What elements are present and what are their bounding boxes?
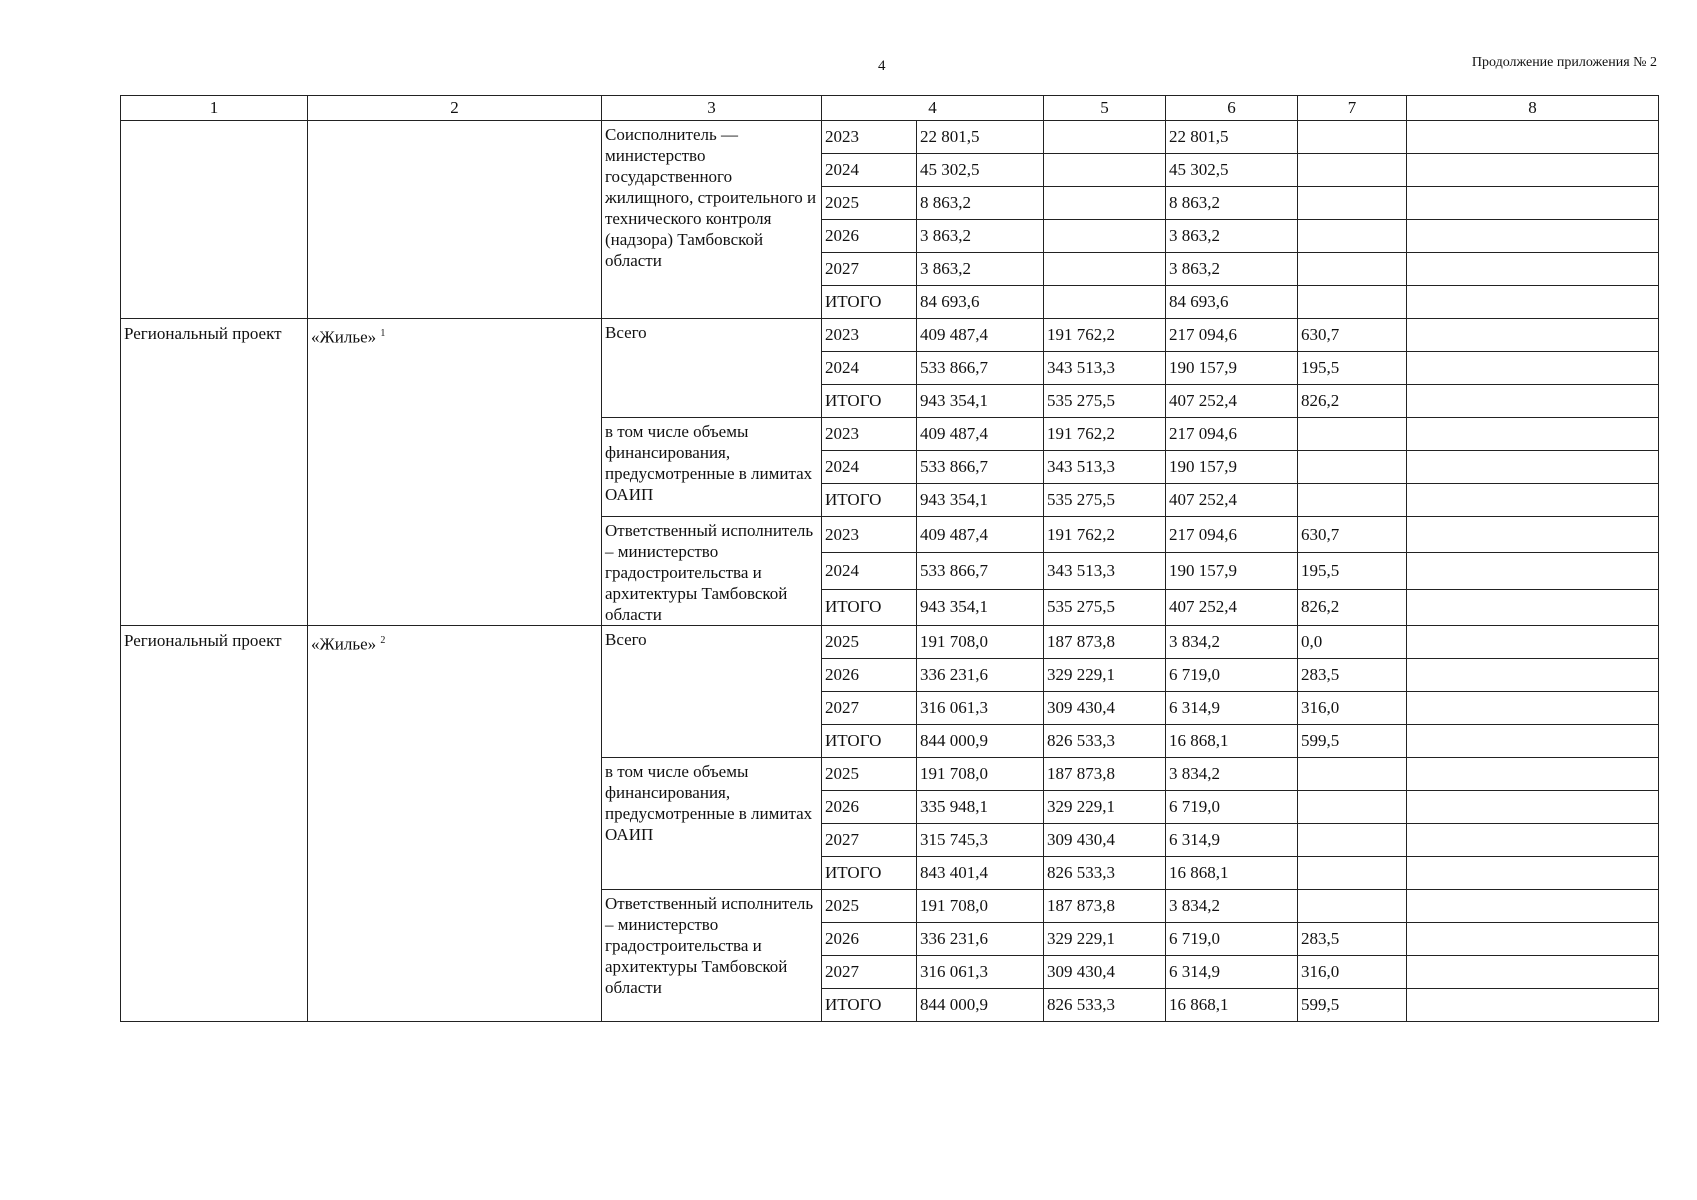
- year-cell: 2024: [822, 154, 917, 187]
- regional-cell: 3 863,2: [1166, 220, 1298, 253]
- other-cell: 599,5: [1298, 989, 1407, 1022]
- year-cell: 2023: [822, 319, 917, 352]
- total-cell: 533 866,7: [917, 553, 1044, 589]
- regional-cell: 6 719,0: [1166, 659, 1298, 692]
- year-cell: 2025: [822, 758, 917, 791]
- other-cell: [1298, 857, 1407, 890]
- note-cell: [1407, 187, 1659, 220]
- federal-cell: [1044, 220, 1166, 253]
- year-cell: 2027: [822, 956, 917, 989]
- federal-cell: 329 229,1: [1044, 923, 1166, 956]
- federal-cell: 826 533,3: [1044, 725, 1166, 758]
- regional-cell: 217 094,6: [1166, 517, 1298, 553]
- year-cell: 2023: [822, 418, 917, 451]
- note-cell: [1407, 989, 1659, 1022]
- other-cell: [1298, 121, 1407, 154]
- note-cell: [1407, 553, 1659, 589]
- group-label: Соисполнитель — министерство государственного жилищного, строительного и технического контроля (надзора) Тамбовской области: [602, 121, 822, 319]
- federal-cell: 329 229,1: [1044, 791, 1166, 824]
- note-cell: [1407, 385, 1659, 418]
- col-header-3: 3: [602, 96, 822, 121]
- note-cell: [1407, 791, 1659, 824]
- regional-cell: 6 314,9: [1166, 956, 1298, 989]
- total-cell: 3 863,2: [917, 220, 1044, 253]
- note-cell: [1407, 484, 1659, 517]
- project-type: Региональный проект: [121, 626, 308, 1022]
- other-cell: [1298, 791, 1407, 824]
- total-cell: 336 231,6: [917, 923, 1044, 956]
- federal-cell: 535 275,5: [1044, 484, 1166, 517]
- year-cell: ИТОГО: [822, 484, 917, 517]
- regional-cell: 16 868,1: [1166, 857, 1298, 890]
- federal-cell: [1044, 187, 1166, 220]
- regional-cell: 45 302,5: [1166, 154, 1298, 187]
- col-header-2: 2: [308, 96, 602, 121]
- note-cell: [1407, 418, 1659, 451]
- regional-cell: 6 314,9: [1166, 824, 1298, 857]
- other-cell: [1298, 484, 1407, 517]
- regional-cell: 22 801,5: [1166, 121, 1298, 154]
- year-cell: ИТОГО: [822, 286, 917, 319]
- other-cell: 195,5: [1298, 352, 1407, 385]
- year-cell: 2025: [822, 626, 917, 659]
- table-row: [121, 121, 1659, 154]
- regional-cell: 217 094,6: [1166, 418, 1298, 451]
- other-cell: 826,2: [1298, 385, 1407, 418]
- other-cell: [1298, 824, 1407, 857]
- note-cell: [1407, 659, 1659, 692]
- other-cell: [1298, 187, 1407, 220]
- total-cell: 316 061,3: [917, 692, 1044, 725]
- col-header-8: 8: [1407, 96, 1659, 121]
- regional-cell: 190 157,9: [1166, 451, 1298, 484]
- year-cell: 2027: [822, 253, 917, 286]
- total-cell: 45 302,5: [917, 154, 1044, 187]
- federal-cell: 826 533,3: [1044, 857, 1166, 890]
- other-cell: 0,0: [1298, 626, 1407, 659]
- regional-cell: 16 868,1: [1166, 725, 1298, 758]
- year-cell: 2027: [822, 692, 917, 725]
- total-cell: 336 231,6: [917, 659, 1044, 692]
- year-cell: ИТОГО: [822, 725, 917, 758]
- year-cell: 2024: [822, 553, 917, 589]
- federal-cell: [1044, 253, 1166, 286]
- col-header-6: 6: [1166, 96, 1298, 121]
- item-name-cell: [308, 319, 602, 626]
- year-cell: 2026: [822, 659, 917, 692]
- federal-cell: 187 873,8: [1044, 890, 1166, 923]
- regional-cell: 84 693,6: [1166, 286, 1298, 319]
- federal-cell: 309 430,4: [1044, 956, 1166, 989]
- col-header-1: 1: [121, 96, 308, 121]
- other-cell: [1298, 451, 1407, 484]
- note-cell: [1407, 220, 1659, 253]
- total-cell: 3 863,2: [917, 253, 1044, 286]
- total-cell: 409 487,4: [917, 517, 1044, 553]
- note-cell: [1407, 451, 1659, 484]
- note-cell: [1407, 692, 1659, 725]
- other-cell: [1298, 286, 1407, 319]
- other-cell: [1298, 154, 1407, 187]
- header-row: [121, 96, 1659, 121]
- total-cell: 22 801,5: [917, 121, 1044, 154]
- total-cell: 844 000,9: [917, 725, 1044, 758]
- note-cell: [1407, 286, 1659, 319]
- federal-cell: 826 533,3: [1044, 989, 1166, 1022]
- note-cell: [1407, 154, 1659, 187]
- federal-cell: [1044, 121, 1166, 154]
- total-cell: 315 745,3: [917, 824, 1044, 857]
- year-cell: 2026: [822, 791, 917, 824]
- federal-cell: 343 513,3: [1044, 451, 1166, 484]
- group-label: в том числе объемы финансирования, предусмотренные в лимитах ОАИП: [602, 758, 822, 890]
- col-header-7: 7: [1298, 96, 1407, 121]
- total-cell: 943 354,1: [917, 589, 1044, 625]
- other-cell: 283,5: [1298, 659, 1407, 692]
- federal-cell: 343 513,3: [1044, 553, 1166, 589]
- item-name: «Жилье»: [311, 327, 377, 347]
- year-cell: 2023: [822, 517, 917, 553]
- other-cell: 826,2: [1298, 589, 1407, 625]
- year-cell: ИТОГО: [822, 989, 917, 1022]
- note-cell: [1407, 824, 1659, 857]
- total-cell: 409 487,4: [917, 418, 1044, 451]
- group-label: Ответственный исполнитель – министерство градостроительства и архитектуры Тамбовской области: [602, 517, 822, 626]
- note-cell: [1407, 352, 1659, 385]
- note-cell: [1407, 517, 1659, 553]
- federal-cell: 191 762,2: [1044, 517, 1166, 553]
- regional-cell: 3 863,2: [1166, 253, 1298, 286]
- total-cell: 533 866,7: [917, 352, 1044, 385]
- total-cell: 533 866,7: [917, 451, 1044, 484]
- federal-cell: 309 430,4: [1044, 692, 1166, 725]
- regional-cell: 217 094,6: [1166, 319, 1298, 352]
- year-cell: ИТОГО: [822, 857, 917, 890]
- year-cell: 2024: [822, 352, 917, 385]
- col-header-5: 5: [1044, 96, 1166, 121]
- other-cell: [1298, 890, 1407, 923]
- other-cell: 630,7: [1298, 517, 1407, 553]
- federal-cell: 191 762,2: [1044, 418, 1166, 451]
- total-cell: 84 693,6: [917, 286, 1044, 319]
- regional-cell: 190 157,9: [1166, 352, 1298, 385]
- year-cell: ИТОГО: [822, 385, 917, 418]
- total-cell: 409 487,4: [917, 319, 1044, 352]
- regional-cell: 190 157,9: [1166, 553, 1298, 589]
- federal-cell: 187 873,8: [1044, 758, 1166, 791]
- regional-cell: 407 252,4: [1166, 589, 1298, 625]
- empty-cell: [121, 121, 308, 319]
- year-cell: 2023: [822, 121, 917, 154]
- regional-cell: 407 252,4: [1166, 385, 1298, 418]
- regional-cell: 407 252,4: [1166, 484, 1298, 517]
- other-cell: 283,5: [1298, 923, 1407, 956]
- federal-cell: [1044, 154, 1166, 187]
- page-number: 4: [878, 58, 886, 74]
- footnote-marker: 1: [380, 328, 386, 339]
- total-cell: 191 708,0: [917, 626, 1044, 659]
- total-cell: 8 863,2: [917, 187, 1044, 220]
- group-label: в том числе объемы финансирования, предусмотренные в лимитах ОАИП: [602, 418, 822, 517]
- year-cell: ИТОГО: [822, 589, 917, 625]
- note-cell: [1407, 857, 1659, 890]
- total-cell: 191 708,0: [917, 890, 1044, 923]
- other-cell: 195,5: [1298, 553, 1407, 589]
- other-cell: [1298, 220, 1407, 253]
- total-cell: 335 948,1: [917, 791, 1044, 824]
- group-label: Всего: [602, 626, 822, 758]
- regional-cell: 6 719,0: [1166, 791, 1298, 824]
- other-cell: 630,7: [1298, 319, 1407, 352]
- note-cell: [1407, 725, 1659, 758]
- group-label: Всего: [602, 319, 822, 418]
- federal-cell: [1044, 286, 1166, 319]
- col-header-4: 4: [822, 96, 1044, 121]
- year-cell: 2027: [822, 824, 917, 857]
- federal-cell: 535 275,5: [1044, 385, 1166, 418]
- footnote-marker: 2: [380, 635, 386, 646]
- continuation-note: Продолжение приложения № 2: [1471, 55, 1657, 70]
- note-cell: [1407, 319, 1659, 352]
- item-name: «Жилье»: [311, 634, 377, 654]
- empty-cell: [308, 121, 602, 319]
- table-row: [121, 626, 1659, 659]
- year-cell: 2025: [822, 187, 917, 220]
- year-cell: 2026: [822, 923, 917, 956]
- note-cell: [1407, 923, 1659, 956]
- regional-cell: 6 314,9: [1166, 692, 1298, 725]
- other-cell: 316,0: [1298, 692, 1407, 725]
- note-cell: [1407, 890, 1659, 923]
- total-cell: 843 401,4: [917, 857, 1044, 890]
- table-row: [121, 319, 1659, 352]
- total-cell: 191 708,0: [917, 758, 1044, 791]
- regional-cell: 3 834,2: [1166, 758, 1298, 791]
- federal-cell: 343 513,3: [1044, 352, 1166, 385]
- federal-cell: 309 430,4: [1044, 824, 1166, 857]
- federal-cell: 187 873,8: [1044, 626, 1166, 659]
- note-cell: [1407, 121, 1659, 154]
- federal-cell: 535 275,5: [1044, 589, 1166, 625]
- regional-cell: 6 719,0: [1166, 923, 1298, 956]
- other-cell: 316,0: [1298, 956, 1407, 989]
- total-cell: 943 354,1: [917, 385, 1044, 418]
- federal-cell: 191 762,2: [1044, 319, 1166, 352]
- other-cell: [1298, 758, 1407, 791]
- group-label: Ответственный исполнитель – министерство градостроительства и архитектуры Тамбовской области: [602, 890, 822, 1022]
- regional-cell: 8 863,2: [1166, 187, 1298, 220]
- total-cell: 943 354,1: [917, 484, 1044, 517]
- other-cell: [1298, 418, 1407, 451]
- note-cell: [1407, 589, 1659, 625]
- note-cell: [1407, 758, 1659, 791]
- regional-cell: 3 834,2: [1166, 626, 1298, 659]
- project-type: Региональный проект: [121, 319, 308, 626]
- note-cell: [1407, 626, 1659, 659]
- regional-cell: 16 868,1: [1166, 989, 1298, 1022]
- item-name-cell: [308, 626, 602, 1022]
- other-cell: 599,5: [1298, 725, 1407, 758]
- total-cell: 316 061,3: [917, 956, 1044, 989]
- other-cell: [1298, 253, 1407, 286]
- federal-cell: 329 229,1: [1044, 659, 1166, 692]
- year-cell: 2026: [822, 220, 917, 253]
- regional-cell: 3 834,2: [1166, 890, 1298, 923]
- total-cell: 844 000,9: [917, 989, 1044, 1022]
- year-cell: 2024: [822, 451, 917, 484]
- year-cell: 2025: [822, 890, 917, 923]
- note-cell: [1407, 253, 1659, 286]
- note-cell: [1407, 956, 1659, 989]
- financing-table: [120, 95, 1659, 1022]
